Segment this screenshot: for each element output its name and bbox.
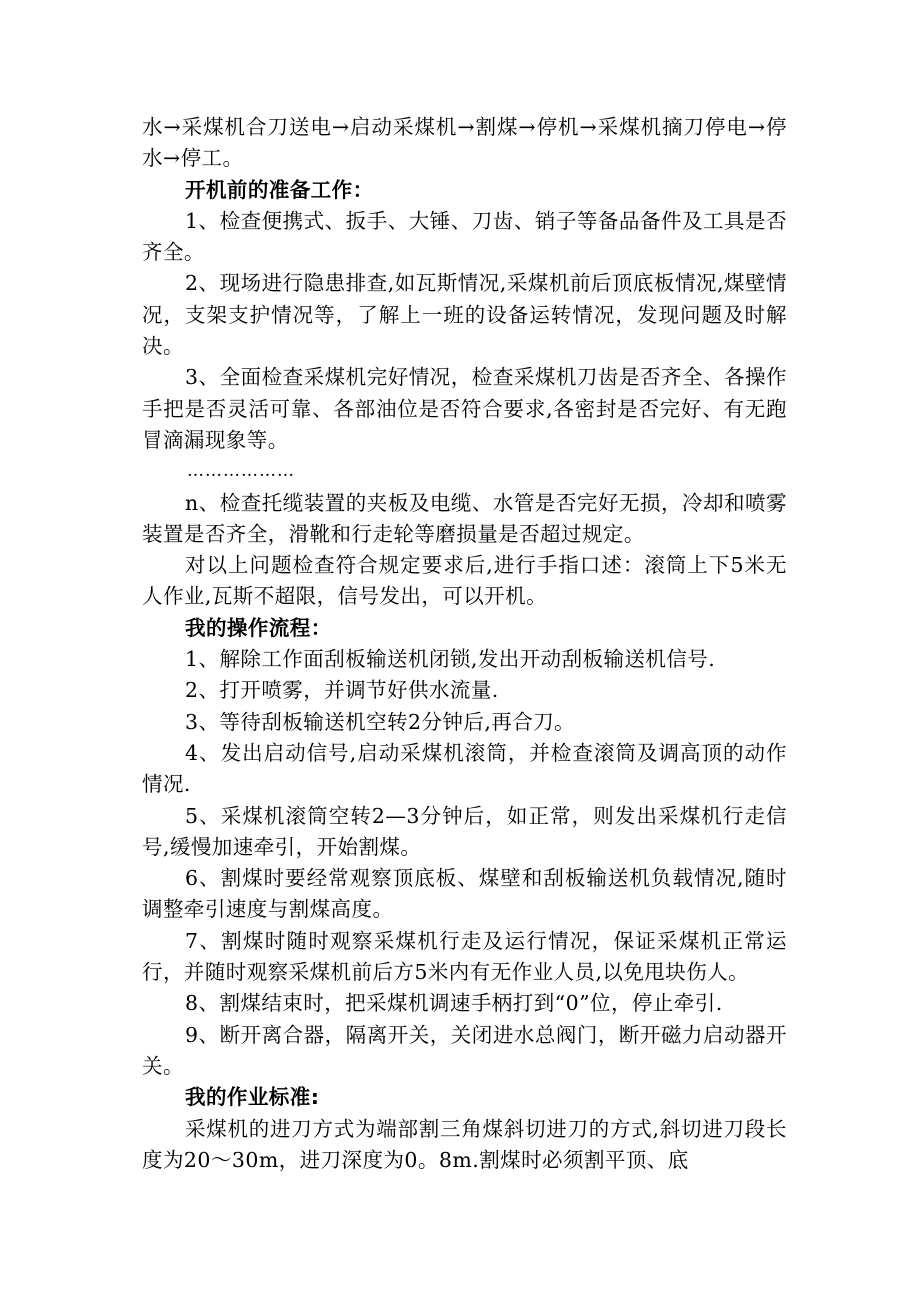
section-heading-operation-flow: 我的操作流程： xyxy=(185,615,332,640)
paragraph-standard-1: 采煤机的进刀方式为端部割三角煤斜切进刀的方式,斜切进刀段长度为20～30m，进刀深度为0。8m.割煤时必须割平顶、底 xyxy=(142,1116,787,1172)
document-body xyxy=(142,112,787,1176)
paragraph-prep-item-2: 2、现场进行隐患排查,如瓦斯情况,采煤机前后顶底板情况,煤壁情况，支架支护情况等，了解上一班的设备运转情况，发现问题及时解决。 xyxy=(142,271,787,359)
paragraph-flow-step-7: 7、割煤时随时观察采煤机行走及运行情况，保证采煤机正常运行，并随时观察采煤机前后方5米内有无作业人员,以免甩块伤人。 xyxy=(142,928,787,985)
paragraph-prep-summary: 对以上问题检查符合规定要求后,进行手指口述：滚筒上下5米无人作业,瓦斯不超限，信号发出，可以开机。 xyxy=(142,553,787,609)
paragraph-ellipsis: ……………… xyxy=(187,461,295,482)
paragraph-flow-step-9: 9、断开离合器，隔离开关，关闭进水总阀门，断开磁力启动器开关。 xyxy=(142,1022,787,1078)
paragraph-prep-item-1: 1、检查便携式、扳手、大锤、刀齿、销子等备品备件及工具是否齐全。 xyxy=(142,208,787,265)
paragraph-prep-item-3: 3、全面检查采煤机完好情况，检查采煤机刀齿是否齐全、各操作手把是否灵活可靠、各部油位是否符合要求,各密封是否完好、有无跑冒滴漏现象等。 xyxy=(142,365,787,452)
paragraph-flow-step-1: 1、解除工作面刮板输送机闭锁,发出开动刮板输送机信号. xyxy=(185,647,716,672)
paragraph-flow-step-4: 4、发出启动信号,启动采煤机滚筒，并检查滚筒及调高顶的动作情况. xyxy=(142,740,787,797)
paragraph-flow-step-8: 8、割煤结束时，把采煤机调速手柄打到“0”位，停止牵引. xyxy=(185,991,723,1016)
paragraph-flow-step-3: 3、等待刮板输送机空转2分钟后,再合刀。 xyxy=(185,709,576,734)
paragraph-flow-step-2: 2、打开喷雾，并调节好供水流量. xyxy=(185,678,499,703)
section-heading-preparation: 开机前的准备工作： xyxy=(185,177,374,202)
section-heading-work-standard: 我的作业标准: xyxy=(185,1085,320,1110)
paragraph-flow-step-5: 5、采煤机滚筒空转2—3分钟后，如正常，则发出采煤机行走信号,缓慢加速牵引，开始割煤。 xyxy=(142,803,787,859)
paragraph-flow-step-6: 6、割煤时要经常观察顶底板、煤壁和刮板输送机负载情况,随时调整牵引速度与割煤高度。 xyxy=(142,866,787,922)
paragraph-prep-item-n: n、检查托缆装置的夹板及电缆、水管是否完好无损，冷却和喷雾装置是否齐全，滑靴和行走轮等磨损量是否超过规定。 xyxy=(142,490,787,546)
paragraph-flow-continuation: 水→采煤机合刀送电→启动采煤机→割煤→停机→采煤机摘刀停电→停水→停工。 xyxy=(142,115,787,171)
